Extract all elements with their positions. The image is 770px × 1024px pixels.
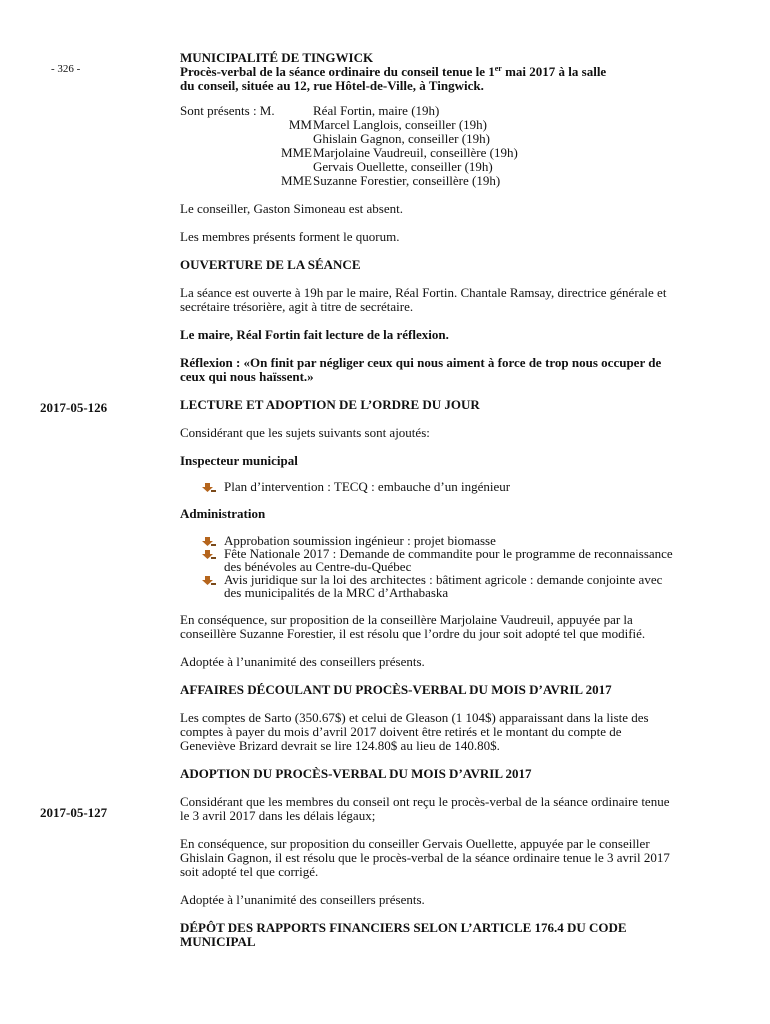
administration-heading: Administration	[180, 506, 266, 521]
administration-list	[202, 534, 680, 599]
agenda-resolution: En conséquence, sur proposition de la conseillère Marjolaine Vaudreuil, appuyée par la conseillère Suzanne Forestier, il est résolu que l’ordre du jour soit adopté tel que modifié.	[180, 612, 646, 641]
page-number: - 326 -	[51, 63, 81, 75]
financial-reports-heading: DÉPÔT DES RAPPORTS FINANCIERS SELON L’ARTICLE 176.4 DU CODE MUNICIPAL	[180, 920, 627, 949]
subtitle-text-cont: mai 2017 à la salle	[501, 64, 607, 79]
attendee-name: Réal Fortin, maire (19h)	[313, 103, 440, 118]
bullet-arrow-icon	[202, 481, 216, 493]
attendee-title: MME	[280, 145, 312, 160]
resolution-number-126: 2017-05-126	[40, 400, 108, 415]
minutes-adoption-heading: ADOPTION DU PROCÈS-VERBAL DU MOIS D’AVRIL 2017	[180, 766, 532, 781]
agenda-adopted: Adoptée à l’unanimité des conseillers présents.	[180, 654, 425, 669]
municipality-title: MUNICIPALITÉ DE TINGWICK	[180, 50, 374, 65]
minutes-adoption-adopted: Adoptée à l’unanimité des conseillers présents.	[180, 892, 425, 907]
attendee-name: Marcel Langlois, conseiller (19h)	[313, 117, 487, 132]
attendee-name: Ghislain Gagnon, conseiller (19h)	[313, 131, 490, 146]
list-item-text: Plan d’intervention : TECQ : embauche d’un ingénieur	[224, 479, 511, 494]
list-item	[202, 480, 680, 493]
affairs-heading: AFFAIRES DÉCOULANT DU PROCÈS-VERBAL DU MOIS D’AVRIL 2017	[180, 682, 612, 697]
reflection-reading: Le maire, Réal Fortin fait lecture de la réflexion.	[180, 327, 449, 342]
session-subtitle	[180, 65, 680, 79]
minutes-adoption-intro: Considérant que les membres du conseil ont reçu le procès-verbal de la séance ordinaire tenue le 3 avril 2017 dans les délais légaux;	[180, 794, 670, 823]
attendee-name: Marjolaine Vaudreuil, conseillère (19h)	[313, 145, 518, 160]
agenda-intro: Considérant que les sujets suivants sont ajoutés:	[180, 425, 430, 440]
bullet-arrow-icon	[202, 548, 216, 560]
reflection-quote: Réflexion : «On finit par négliger ceux qui nous aiment à force de trop nous occuper de ceux qui nous haïssent.»	[180, 355, 662, 384]
attendee-name: Gervais Ouellette, conseiller (19h)	[313, 159, 493, 174]
list-item-text: Approbation soumission ingénieur : projet biomasse	[224, 533, 496, 548]
session-location: du conseil, située au 12, rue Hôtel-de-Ville, à Tingwick.	[180, 78, 484, 93]
opening-heading: OUVERTURE DE LA SÉANCE	[180, 257, 361, 272]
minutes-adoption-resolution: En conséquence, sur proposition du conseiller Gervais Ouellette, appuyée par le conseiller Ghislain Gagnon, il est résolu que le procès-verbal de la séance ordinaire tenue le 3 avril 2017 soit adopté tel que corrigé.	[180, 836, 670, 879]
absence-note: Le conseiller, Gaston Simoneau est absent.	[180, 201, 403, 216]
list-item	[202, 547, 680, 573]
agenda-heading: LECTURE ET ADOPTION DE L’ORDRE DU JOUR	[180, 397, 480, 412]
list-item-text: Avis juridique sur la loi des architectes : bâtiment agricole : demande conjointe avec des municipalités de la MRC d’Arthabaska	[224, 572, 663, 600]
list-item	[202, 573, 680, 599]
inspector-heading: Inspecteur municipal	[180, 453, 298, 468]
attendance-list	[180, 104, 680, 188]
attendance-label: Sont présents : M.	[180, 103, 275, 118]
inspector-list	[202, 480, 680, 493]
quorum-note: Les membres présents forment le quorum.	[180, 229, 400, 244]
attendee-title: MME	[280, 173, 312, 188]
subtitle-text: Procès-verbal de la séance ordinaire du conseil tenue le 1	[180, 64, 495, 79]
attendee-title: MM	[288, 117, 312, 132]
bullet-arrow-icon	[202, 535, 216, 547]
affairs-text: Les comptes de Sarto (350.67$) et celui de Gleason (1 104$) apparaissant dans la liste des comptes à payer du mois d’avril 2017 doivent être retirés et le montant du compte de Geneviève Brizard devrait se lire 124.80$ au lieu de 140.80$.	[180, 710, 649, 753]
bullet-arrow-icon	[202, 574, 216, 586]
resolution-number-127: 2017-05-127	[40, 805, 108, 820]
attendee-name: Suzanne Forestier, conseillère (19h)	[313, 173, 501, 188]
subtitle-superscript: er	[494, 64, 502, 73]
document-header	[180, 51, 680, 93]
opening-text: La séance est ouverte à 19h par le maire, Réal Fortin. Chantale Ramsay, directrice générale et secrétaire trésorière, agit à titre de secrétaire.	[180, 285, 667, 314]
list-item-text: Fête Nationale 2017 : Demande de commandite pour le programme de reconnaissance des bénévoles au Centre-du-Québec	[224, 546, 673, 574]
minutes-body	[180, 51, 680, 949]
